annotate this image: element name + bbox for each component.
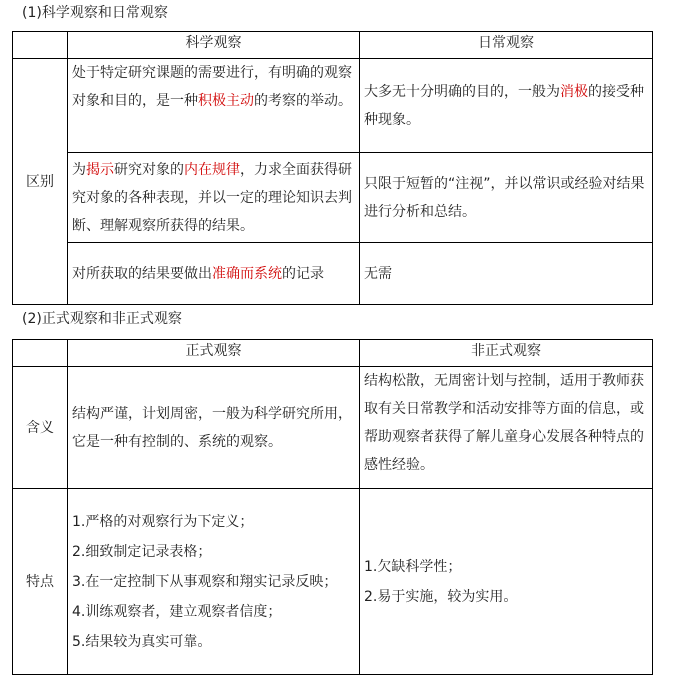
list-item: 1.严格的对观察行为下定义； <box>72 513 254 530</box>
table-header-row <box>13 340 653 367</box>
empty-header-cell <box>13 340 68 367</box>
section2-heading: (2)正式观察和非正式观察 <box>22 311 182 327</box>
table-row <box>13 59 653 153</box>
daily-cell-1: 大多无十分明确的目的，一般为消极的接受种种现象。 <box>360 59 653 153</box>
list-item: 2.易于实施，较为实用。 <box>364 588 518 605</box>
table-row <box>13 367 653 489</box>
informal-features-cell <box>360 489 653 675</box>
table-row <box>13 243 653 305</box>
science-cell-3: 对所获取的结果要做出准确而系统的记录 <box>68 243 360 305</box>
empty-header-cell <box>13 32 68 59</box>
science-vs-daily-table <box>12 31 653 305</box>
list-item: 3.在一定控制下从事观察和翔实记录反映； <box>72 573 338 590</box>
science-cell-2: 为揭示研究对象的内在规律，力求全面获得研究对象的各种表现，并以一定的理论知识去判断、理解观察所获得的结果。 <box>68 153 360 243</box>
highlight-text: 积极主动 <box>198 93 254 109</box>
formal-features-cell <box>68 489 360 675</box>
informal-meaning-cell: 结构松散，无周密计划与控制，适用于教师获取有关日常教学和活动安排等方面的信息，或帮助观察者获得了解儿童身心发展各种特点的感性经验。 <box>360 367 653 489</box>
formal-vs-informal-table <box>12 339 653 675</box>
science-cell-1: 处于特定研究课题的需要进行，有明确的观察对象和目的，是一种积极主动的考察的举动。 <box>68 59 360 153</box>
header-daily: 日常观察 <box>360 32 653 59</box>
header-science: 科学观察 <box>68 32 360 59</box>
list-item: 2.细致制定记录表格； <box>72 543 212 560</box>
formal-meaning-cell: 结构严谨，计划周密，一般为科学研究所用，它是一种有控制的、系统的观察。 <box>68 367 360 489</box>
daily-cell-3: 无需 <box>360 243 653 305</box>
header-informal: 非正式观察 <box>360 340 653 367</box>
list-item: 1.欠缺科学性； <box>364 558 462 575</box>
table-header-row <box>13 32 653 59</box>
highlight-text: 准确而系统 <box>212 265 282 282</box>
row-label-difference: 区别 <box>13 59 68 305</box>
highlight-text: 揭示 <box>86 161 114 178</box>
table-row <box>13 489 653 675</box>
row-label-features: 特点 <box>13 489 68 675</box>
highlight-text: 消极 <box>560 83 588 100</box>
daily-cell-2: 只限于短暂的“注视”，并以常识或经验对结果进行分析和总结。 <box>360 153 653 243</box>
list-item: 5.结果较为真实可靠。 <box>72 633 212 650</box>
list-item: 4.训练观察者，建立观察者信度； <box>72 603 282 620</box>
highlight-text: 内在规律 <box>184 161 240 178</box>
header-formal: 正式观察 <box>68 340 360 367</box>
row-label-meaning: 含义 <box>13 367 68 489</box>
section1-heading: (1)科学观察和日常观察 <box>22 5 168 21</box>
table-row <box>13 153 653 243</box>
